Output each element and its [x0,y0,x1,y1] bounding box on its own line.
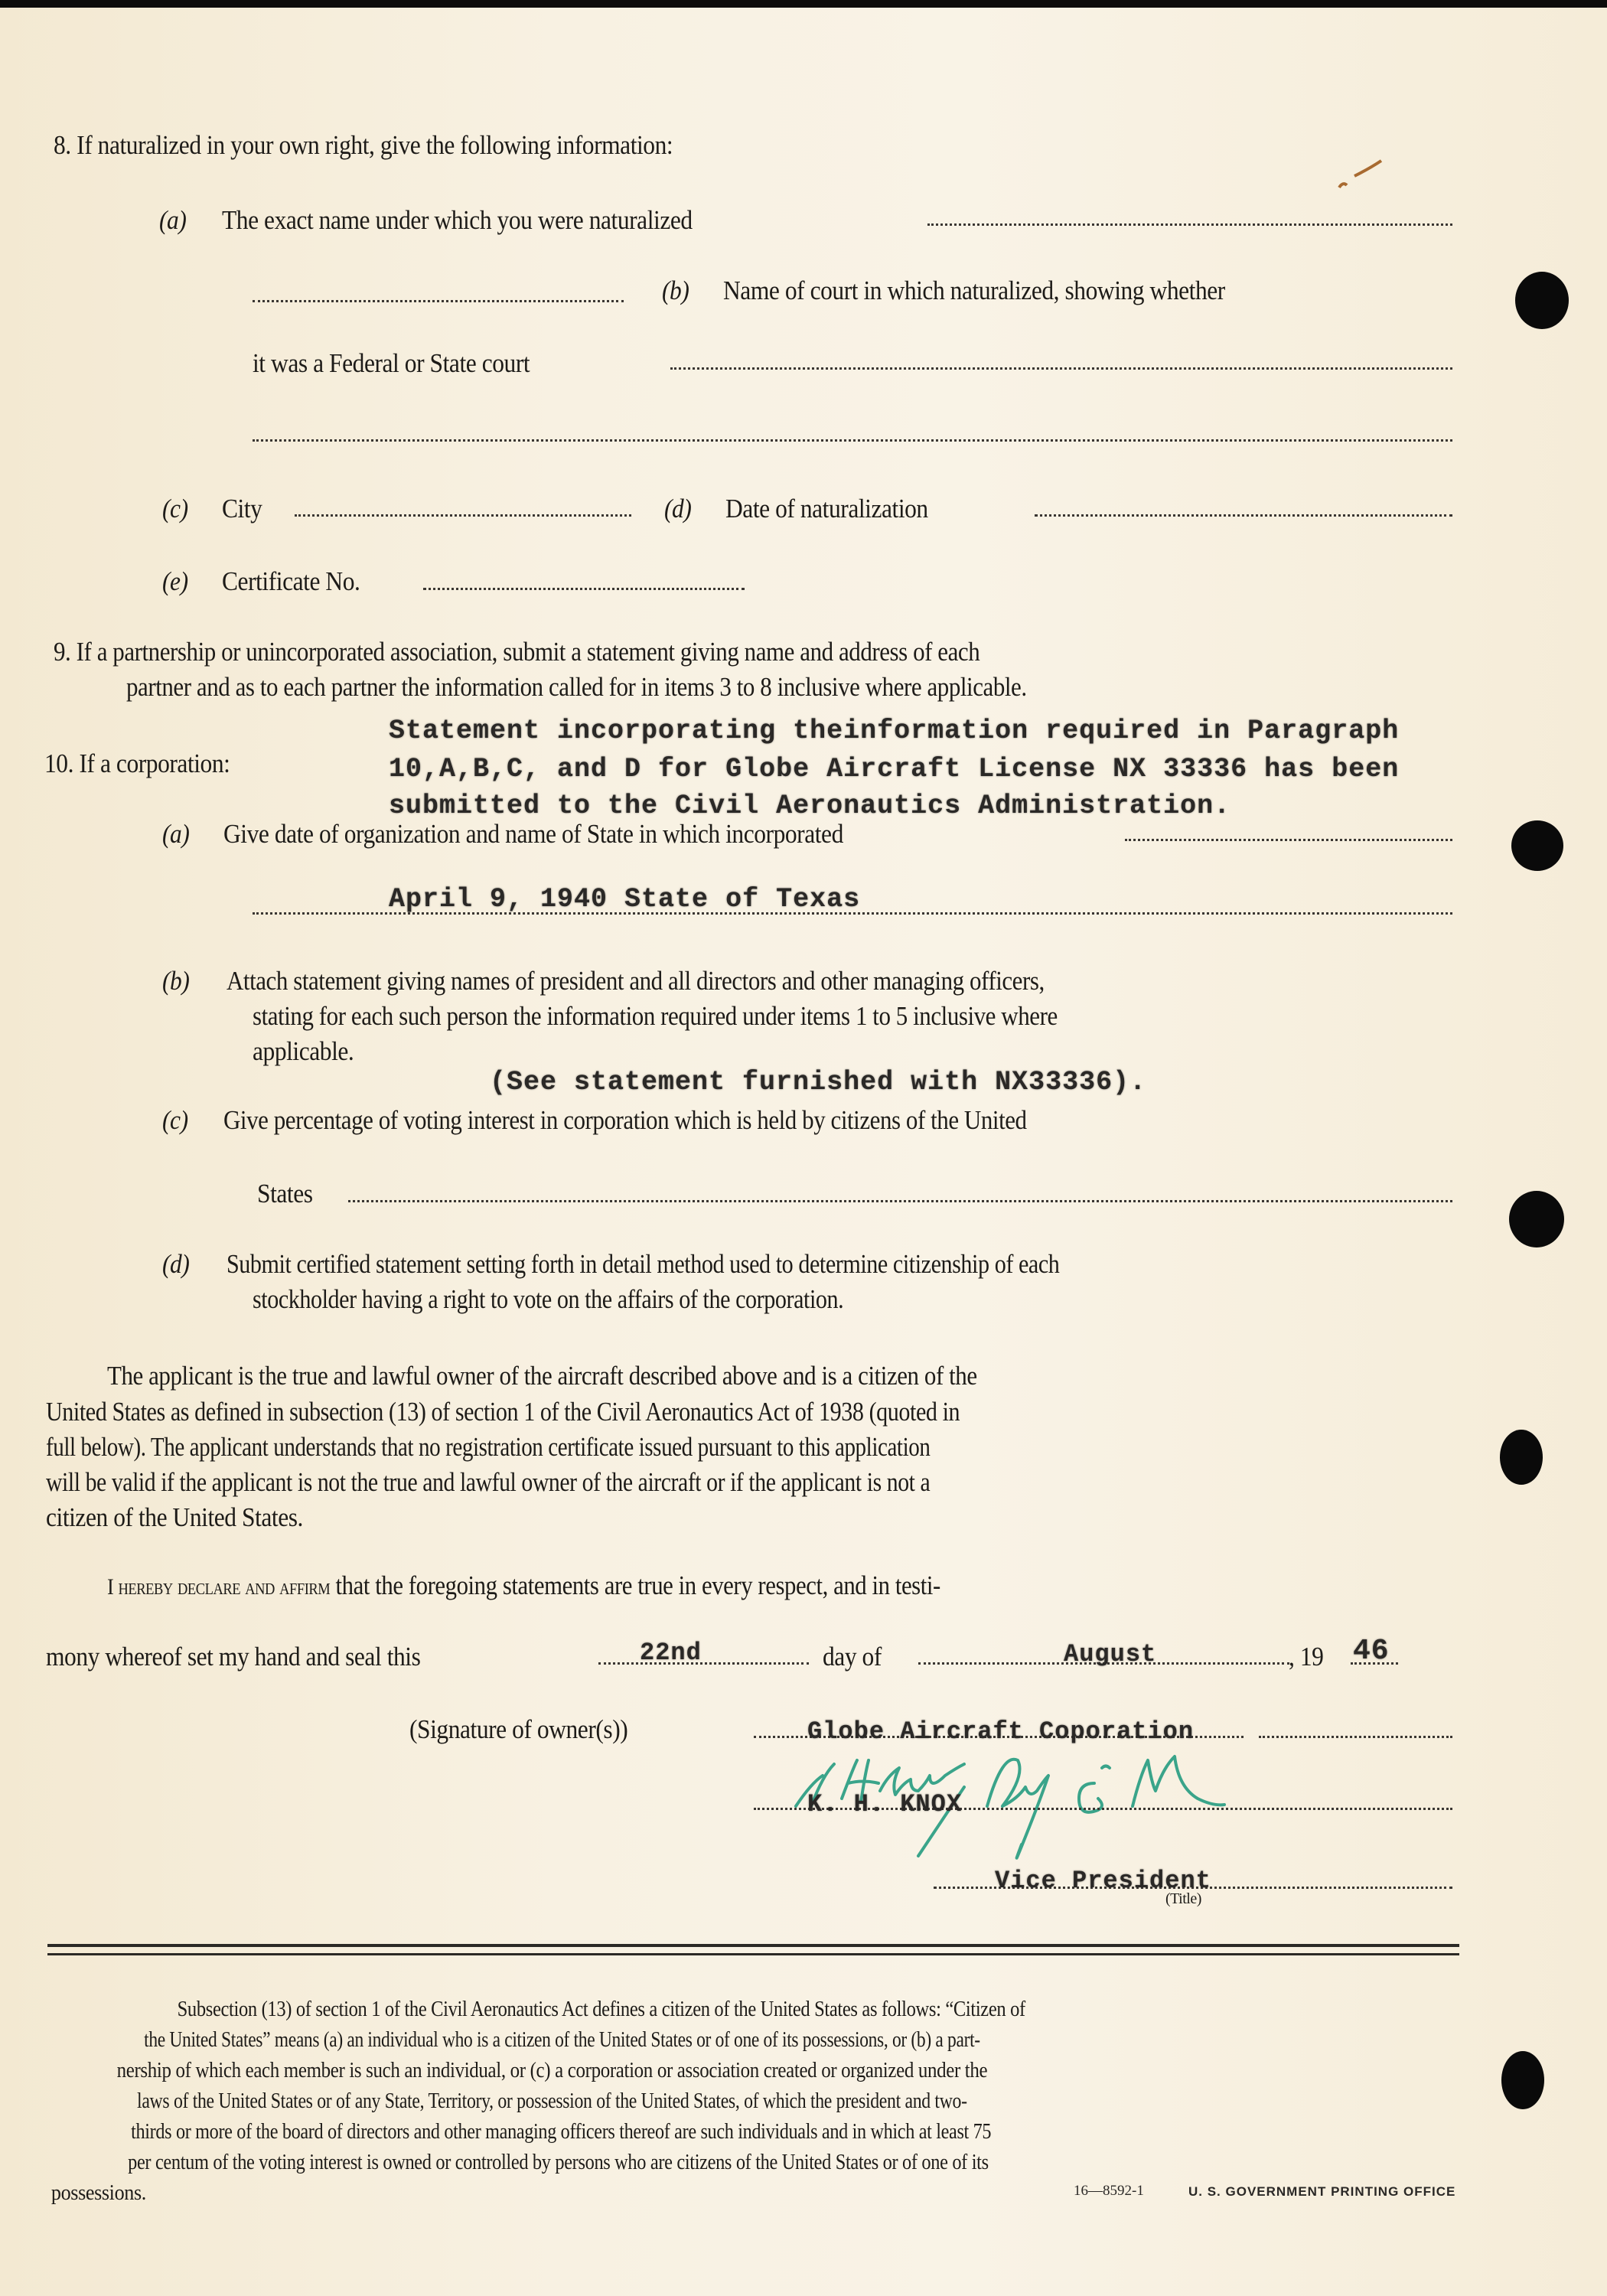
item-9-line-2: partner and as to each partner the information called for in items 3 to 8 inclusive where applicable. [126,672,1027,702]
owner-signature-field-2[interactable] [1259,1736,1452,1738]
year-value[interactable]: 46 [1353,1635,1390,1668]
item-8a-marker: (a) [159,205,187,235]
footnote-line-2: the United States” means (a) an individual who is a citizen of the United States or of one of its possessions, or (b) a part- [144,2027,980,2052]
declaration-line-1 [107,1570,940,1603]
incorporation-field-cont[interactable] [253,912,1452,915]
day-of-label: day of [823,1642,882,1671]
certificate-number-field[interactable] [423,588,745,590]
court-field-cont[interactable] [253,439,1452,442]
divider-rule-top [47,1944,1459,1947]
naturalized-name-field[interactable] [927,223,1452,226]
day-value[interactable]: 22nd [640,1639,702,1667]
affirmation-line-4: will be valid if the applicant is not the true and lawful owner of the aircraft or if the applicant is not a [46,1467,931,1497]
incorporation-value[interactable]: April 9, 1940 State of Texas [389,884,861,915]
item-10d-marker: (d) [162,1249,190,1279]
punch-hole-icon [1509,1191,1564,1247]
title-value[interactable]: Vice President [995,1867,1211,1895]
year-prefix: , 19 [1289,1642,1324,1671]
typed-statement-line-1: Statement incorporating theinformation required in Paragraph [389,716,1400,746]
footnote-line-4: laws of the United States or of any State, Territory, or possession of the United States, of which the president and two- [137,2089,967,2113]
naturalization-date-field[interactable] [1035,514,1452,517]
day-field[interactable] [598,1662,809,1665]
item-10b-line-2: stating for each such person the information required under items 1 to 5 inclusive where [253,1001,1058,1031]
month-value[interactable]: August [1064,1640,1157,1668]
ink-stain-icon [1324,153,1393,199]
footnote-line-3: nership of which each member is such an individual, or (c) a corporation or association created or organized under the [116,2058,988,2082]
declaration-rest: that the foregoing statements are true in every respect, and in testi- [335,1570,940,1600]
item-8a-label: The exact name under which you were naturalized [222,205,693,235]
punch-hole-icon [1515,272,1569,329]
affirmation-line-1: The applicant is the true and lawful owner of the aircraft described above and is a citizen of the [107,1361,977,1391]
item-10c-marker: (c) [162,1105,188,1135]
item-8c-marker: (c) [162,494,188,523]
item-10c-label: Give percentage of voting interest in corporation which is held by citizens of the United [223,1105,1027,1135]
court-field[interactable] [670,367,1452,370]
typed-statement-line-3: submitted to the Civil Aeronautics Administration. [389,791,1231,821]
signature-owner-label: (Signature of owner(s)) [409,1714,628,1744]
naturalized-name-field-cont[interactable] [253,300,624,302]
affirmation-line-3: full below). The applicant understands that no registration certificate issued pursuant to this application [46,1432,931,1462]
item-8d-marker: (d) [664,494,692,523]
item-10-label: 10. If a corporation: [44,748,230,778]
incorporation-field[interactable] [1125,839,1452,841]
punch-hole-icon [1511,820,1563,871]
city-field[interactable] [295,514,631,517]
footnote-line-7: possessions. [51,2180,146,2205]
punch-hole-icon [1500,1430,1543,1485]
item-10d-line-1: Submit certified statement setting forth in detail method used to determine citizenship of each [227,1249,1060,1279]
item-10b-line-3: applicable. [253,1036,354,1066]
affirmation-line-2: United States as defined in subsection (13) of section 1 of the Civil Aeronautics Act of 1938 (quoted in [46,1397,960,1427]
item-10c-label-cont: States [257,1179,313,1208]
divider-rule-bottom [47,1953,1459,1955]
signer-typed-name: K. H. KNOX [807,1790,963,1818]
footnote-line-1: Subsection (13) of section 1 of the Civil Aeronautics Act defines a citizen of the United States as follows: “Citizen of [177,1997,1025,2021]
declaration-caps: I hereby declare and affirm [107,1574,331,1600]
punch-hole-icon [1501,2051,1544,2109]
officers-statement-value: (See statement furnished with NX33336). [490,1067,1147,1097]
footnote-line-6: per centum of the voting interest is owned or controlled by persons who are citizens of the United States or of one of its [128,2150,989,2174]
footnote-line-5: thirds or more of the board of directors and other managing officers thereof are such individuals and in which at least 75 [131,2119,992,2144]
item-8c-label: City [222,494,262,523]
voting-interest-field[interactable] [348,1200,1452,1202]
affirmation-line-5: citizen of the United States. [46,1502,303,1532]
item-10b-marker: (b) [162,966,190,996]
item-10b-line-1: Attach statement giving names of president and all directors and other managing officers, [227,966,1045,996]
item-8b-label: Name of court in which naturalized, showing whether [723,276,1225,305]
scan-edge [0,0,1607,8]
item-10a-label: Give date of organization and name of State in which incorporated [223,819,843,849]
item-8b-marker: (b) [662,276,689,305]
item-8e-marker: (e) [162,566,188,596]
form-number: 16—8592-1 [1074,2183,1144,2199]
typed-statement-line-2: 10,A,B,C, and D for Globe Aircraft License NX 33336 has been [389,754,1400,784]
item-8-heading: 8. If naturalized in your own right, give the following information: [54,130,673,160]
owner-value[interactable]: Globe Aircraft Coporation [807,1717,1195,1746]
printer-imprint: U. S. GOVERNMENT PRINTING OFFICE [1188,2184,1456,2199]
declaration-line-2-prefix: mony whereof set my hand and seal this [46,1642,421,1671]
item-10a-marker: (a) [162,819,190,849]
item-8e-label: Certificate No. [222,566,360,596]
item-8b-label-cont: it was a Federal or State court [253,348,530,378]
item-8d-label: Date of naturalization [725,494,928,523]
title-caption: (Title) [1165,1890,1201,1907]
item-10d-line-2: stockholder having a right to vote on the affairs of the corporation. [253,1284,844,1314]
item-9-line-1: 9. If a partnership or unincorporated association, submit a statement giving name and address of each [54,637,980,667]
